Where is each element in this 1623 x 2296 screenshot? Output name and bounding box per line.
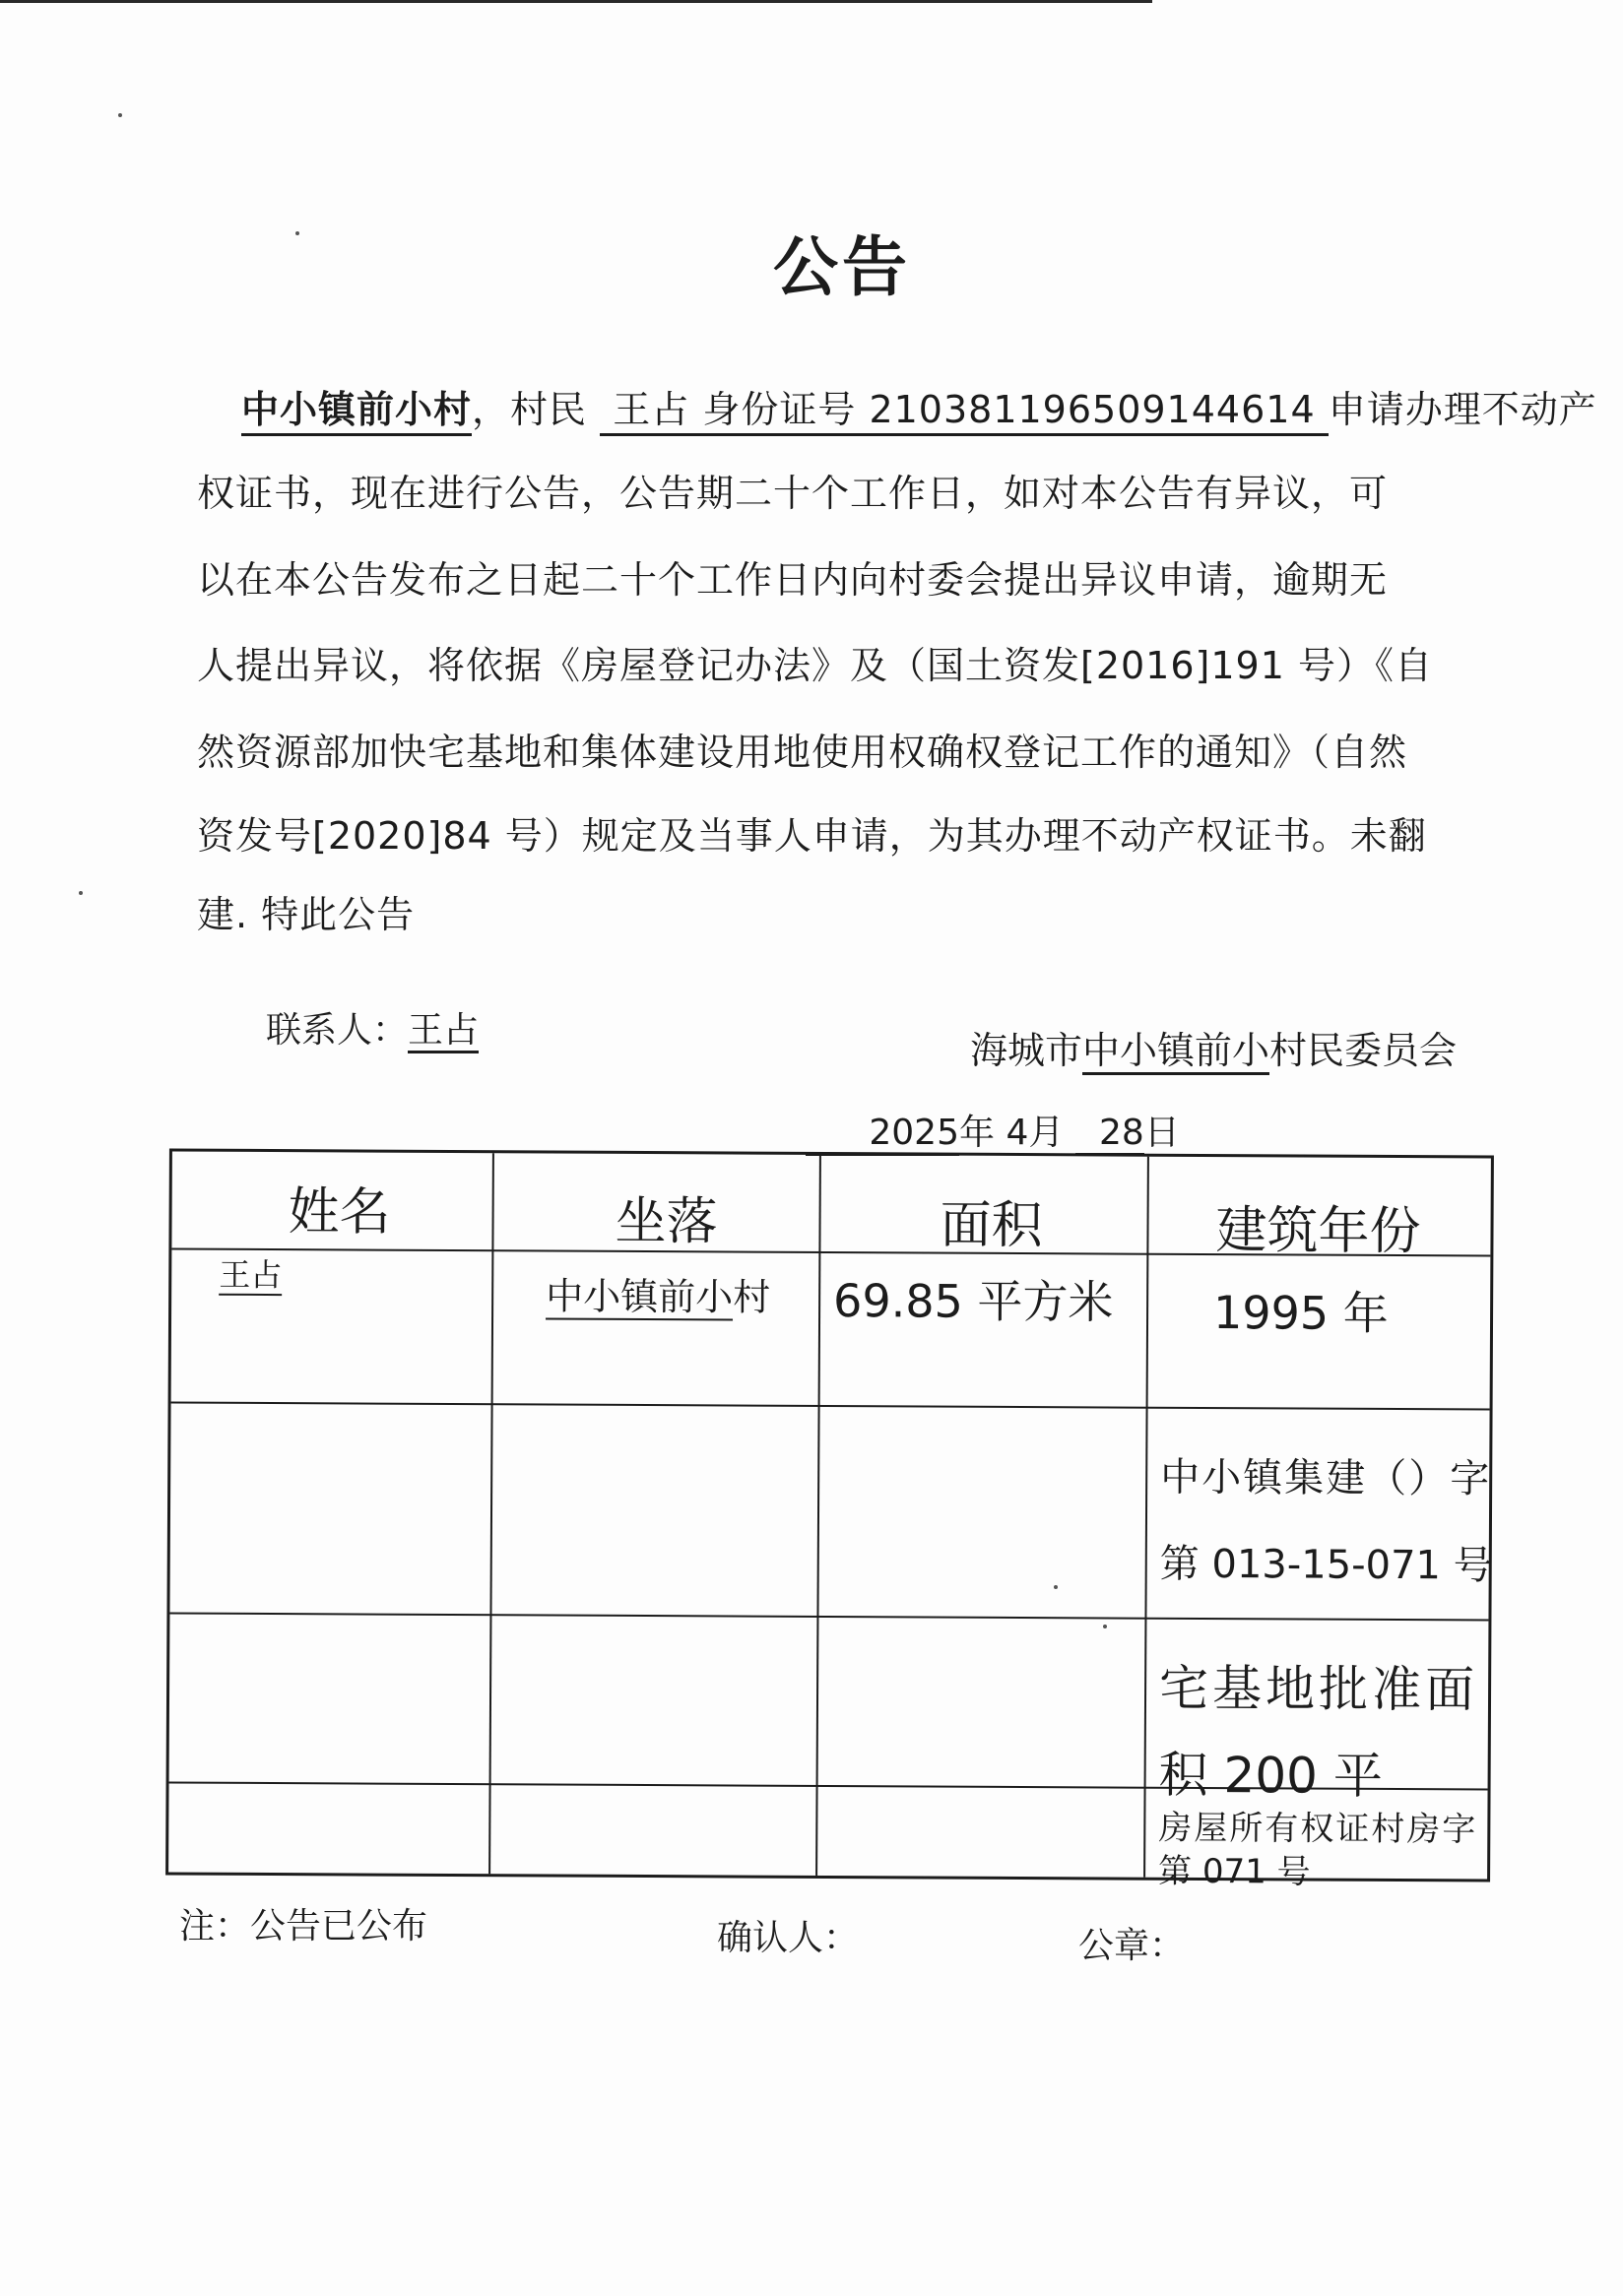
date-year: 2025 xyxy=(806,1113,959,1156)
date-day-unit: 日 xyxy=(1143,1113,1180,1153)
contact-person xyxy=(266,1002,479,1052)
row1-location-underlined: 中小镇前小 xyxy=(546,1274,734,1319)
collective-construction-no-line2: 第 013-15-071 号 xyxy=(1159,1541,1493,1589)
footer-note: 注：公告已公布 xyxy=(179,1906,428,1946)
date-month-unit: 月 xyxy=(1028,1113,1065,1153)
row1-build-year: 1995 年 xyxy=(1212,1286,1389,1340)
org-suffix: 村民委员会 xyxy=(1269,1029,1458,1072)
applicant-name: 王占 xyxy=(613,388,690,431)
body-line-2: 权证书，现在进行公告，公告期二十个工作日，如对本公告有异议，可 xyxy=(197,472,1389,515)
id-label: 身份证号 xyxy=(702,388,857,431)
table-divider xyxy=(815,1155,821,1876)
row1-area: 69.85 平方米 xyxy=(833,1274,1114,1329)
contact-label: 联系人： xyxy=(266,1010,409,1051)
date-month: 4 xyxy=(1006,1113,1029,1153)
header-area: 面积 xyxy=(940,1195,1043,1256)
villager-label: ，村民 xyxy=(472,388,588,431)
body-line-3: 以在本公告发布之日起二十个工作日内向村委会提出异议申请，逾期无 xyxy=(197,558,1389,602)
id-number: 210381196509144614 xyxy=(869,388,1316,431)
footer-confirmer: 确认人： xyxy=(717,1918,860,1958)
body-line-5: 然资源部加快宅基地和集体建设用地使用权确权登记工作的通知》（自然 xyxy=(197,731,1408,774)
line1-tail: 申请办理不动产 xyxy=(1328,388,1597,431)
date-day: 28 xyxy=(1075,1113,1144,1156)
table-divider xyxy=(1143,1157,1149,1878)
scan-top-edge xyxy=(0,0,1152,3)
org-village: 中小镇前小 xyxy=(1082,1029,1269,1075)
applicant-block xyxy=(600,388,1329,436)
table-divider xyxy=(169,1612,1488,1621)
row1-location xyxy=(546,1265,770,1320)
document-title: 公告 xyxy=(773,229,911,305)
homestead-area-line1: 宅基地批准面 xyxy=(1158,1659,1479,1719)
scan-speck xyxy=(79,891,83,895)
village-name: 中小镇前小村 xyxy=(241,388,472,436)
ownership-cert-line1: 房屋所有权证村房字 xyxy=(1158,1808,1478,1850)
body-line-4: 人提出异议，将依据《房屋登记办法》及（国土资发[2016]191 号）《自 xyxy=(197,644,1433,687)
homestead-area-line2: 积 200 平 xyxy=(1158,1746,1384,1805)
issue-date xyxy=(806,1105,1180,1156)
contact-name: 王占 xyxy=(408,1010,479,1053)
body-line-6: 资发号[2020]84 号）规定及当事人申请，为其办理不动产权证书。未翻 xyxy=(197,814,1427,858)
footer-seal: 公章： xyxy=(1078,1926,1186,1966)
org-prefix: 海城市 xyxy=(970,1029,1083,1072)
property-table xyxy=(165,1148,1494,1892)
issuing-organization xyxy=(970,1020,1457,1074)
body-line-7: 建. 特此公告 xyxy=(197,893,416,936)
header-location: 坐落 xyxy=(615,1191,718,1252)
ownership-cert-line2: 第 071 号 xyxy=(1158,1851,1311,1892)
row1-location-tail: 村 xyxy=(733,1275,771,1319)
date-year-unit: 年 xyxy=(959,1113,996,1153)
row1-name: 王占 xyxy=(219,1255,283,1295)
table-divider xyxy=(488,1153,494,1874)
body-line-1 xyxy=(241,379,1597,433)
header-build-year: 建筑年份 xyxy=(1215,1201,1421,1262)
collective-construction-no-line1: 中小镇集建（）字 xyxy=(1160,1454,1492,1502)
scan-speck xyxy=(118,113,122,117)
table-divider xyxy=(171,1401,1490,1410)
header-name: 姓名 xyxy=(288,1182,391,1243)
